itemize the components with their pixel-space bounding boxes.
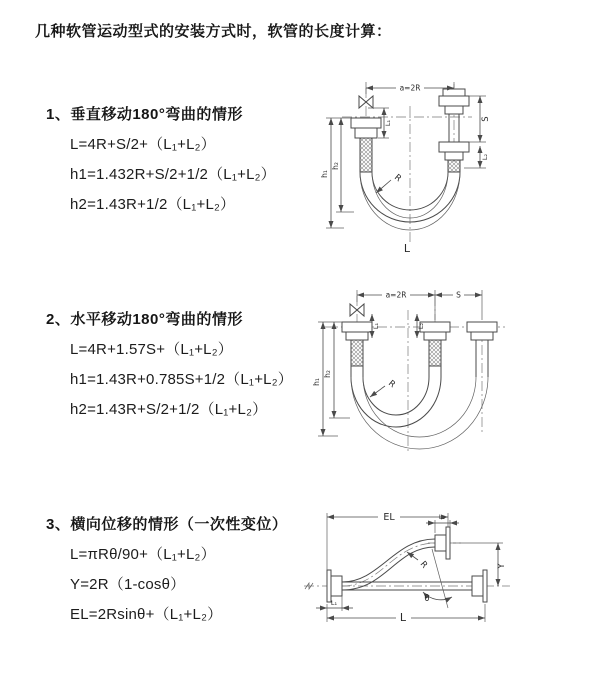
section-3-formula-EL: EL=2Rsinθ+（L₁+L₂） [70,606,223,623]
dim-label-y: Y [497,563,507,569]
section-1-formula-h1: h1=1.432R+S/2+1/2（L₁+L₂） [70,166,276,183]
dimension-annotations [316,511,507,624]
label-theta: θ [424,594,430,604]
section-2-formula-L: L=4R+1.57S+（L₁+L₂） [70,341,233,358]
dim-label-l2: L₂ [438,513,446,521]
page-title: 几种软管运动型式的安装方式时，软管的长度计算： [35,23,392,40]
dimension-annotations [312,290,482,436]
section-2-formula-h1: h1=1.43R+0.785S+1/2（L₁+L₂） [70,371,293,388]
section-2-formula-h2: h2=1.43R+S/2+1/2（L₁+L₂） [70,401,268,418]
diagram-vertical-180-bend [310,72,590,256]
hose-assembly [305,527,487,608]
dim-label-l2: L₂ [481,153,489,161]
section-2-heading: 2、水平移动180°弯曲的情形 [46,311,243,328]
section-horizontal-movement [46,308,293,419]
dim-label-a2r: a=2R [399,83,421,93]
dim-label-l: L [399,611,407,624]
dim-label-h1: h₁ [320,170,329,178]
dimension-annotations [320,82,491,255]
diagram-lateral-displacement [296,500,600,660]
dim-label-s: S [456,290,461,300]
flange-right [472,576,483,596]
braided-hose-right [448,160,460,172]
braided-hose-left [360,138,372,172]
dim-label-l2: L₂ [417,322,425,330]
label-length-l: L [403,242,411,255]
dim-label-l1: L₁ [384,119,392,127]
dim-label-h2: h₂ [331,162,340,170]
dim-label-h2: h₂ [323,370,332,378]
dim-label-h1: h₁ [312,378,321,386]
section-1-formula-L: L=4R+S/2+（L₁+L₂） [70,136,216,153]
section-lateral-displacement [46,513,287,624]
section-1-formula-h2: h2=1.43R+1/2（L₁+L₂） [70,196,236,213]
section-3-formula-L: L=πRθ/90+（L₁+L₂） [70,546,216,563]
label-radius-r: R [417,559,430,571]
flange-left [327,570,331,602]
section-3-formula-Y: Y=2R（1-cosθ） [70,576,186,593]
flange-upper [435,535,446,551]
dim-label-s: S [481,116,491,122]
centerlines [323,296,505,452]
braided-hose-left [351,340,363,366]
dim-label-l1: L₁ [372,322,380,330]
dim-label-a2r: a=2R [385,290,407,300]
dim-label-l1: L₁ [330,599,338,607]
label-radius-r: R [386,378,398,391]
dim-label-el: EL [383,512,395,523]
section-vertical-movement [46,103,276,214]
section-1-heading: 1、垂直移动180°弯曲的情形 [46,106,243,123]
diagram-horizontal-180-bend [310,282,590,460]
section-3-heading: 3、横向位移的情形（一次性变位） [46,516,288,533]
label-radius-r: R [392,172,404,185]
braided-hose-middle [429,340,441,366]
